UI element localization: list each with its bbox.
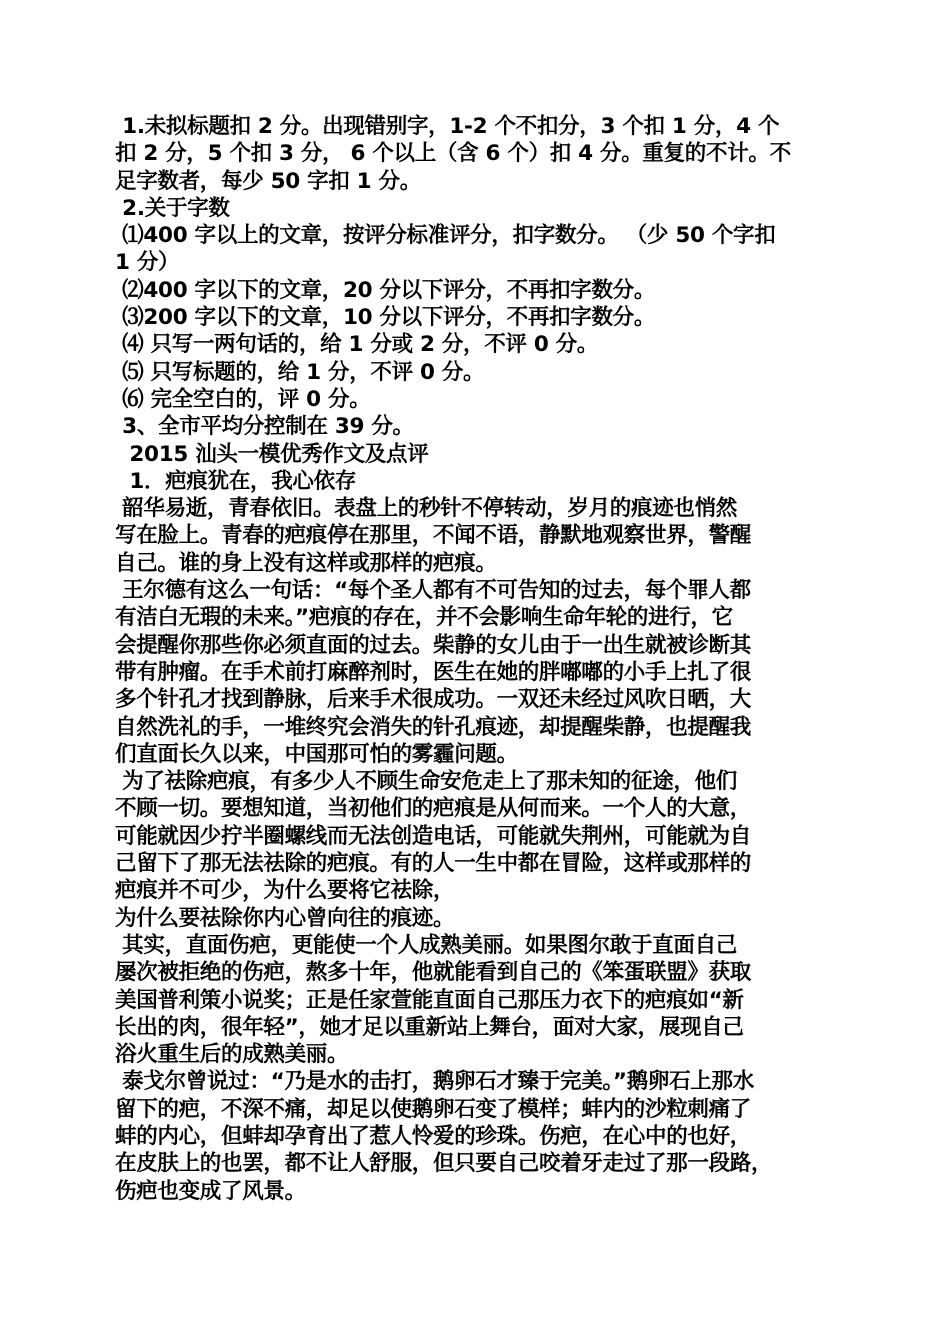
text-line: 长出的肉，很年轻”，她才足以重新站上舞台，面对大家，展现自己	[115, 1014, 744, 1040]
section-heading: 2015 汕头一模优秀作文及点评	[115, 441, 429, 467]
text-line: 足字数者，每少 50 字扣 1 分。	[115, 168, 421, 194]
text-line: 王尔德有这么一句话：“每个圣人都有不可告知的过去，每个罪人都	[115, 578, 751, 604]
text-line: 在皮肤上的也罢，都不让人舒服，但只要自己咬着牙走过了那一段路，	[115, 1151, 773, 1177]
section-heading: 2.关于字数	[115, 195, 230, 221]
text-line: 其实，直面伤疤，更能使一个人成熟美丽。如果图尔敢于直面自己	[115, 932, 737, 958]
text-line: 为了祛除疤痕，有多少人不顾生命安危走上了那未知的征途，他们	[115, 769, 737, 795]
document-body	[115, 113, 850, 1205]
text-line: 蚌的内心，但蚌却孕育出了惹人怜爱的珍珠。伤疤，在心中的也好，	[115, 1123, 752, 1149]
text-line: 多个针孔才找到静脉，后来手术很成功。一双还未经过风吹日晒，大	[115, 687, 752, 713]
text-line: 带有肿瘤。在手术前打麻醉剂时，医生在她的胖嘟嘟的小手上扎了很	[115, 659, 752, 685]
text-line: ⑸ 只写标题的，给 1 分，不评 0 分。	[115, 359, 485, 385]
text-line: 3、全市平均分控制在 39 分。	[115, 414, 414, 440]
text-line: 自己。谁的身上没有这样或那样的疤痕。	[115, 550, 497, 576]
text-line: 己留下了那无法祛除的疤痕。有的人一生中都在冒险，这样或那样的	[115, 851, 752, 877]
text-line: ⑶200 字以下的文章，10 分以下评分，不再扣字数分。	[115, 305, 656, 331]
text-line: 留下的疤，不深不痛，却足以使鹅卵石变了模样；蚌内的沙粒刺痛了	[115, 1096, 752, 1122]
text-line: 美国普利策小说奖；正是任家萱能直面自己那压力衣下的疤痕如“新	[115, 987, 744, 1013]
text-line: 会提醒你那些你必须直面的过去。柴静的女儿由于一出生就被诊断其	[115, 632, 752, 658]
text-line: 1 分）	[115, 250, 180, 276]
text-line: 自然洗礼的手，一堆终究会消失的针孔痕迹，却提醒柴静，也提醒我	[115, 714, 752, 740]
text-line: 们直面长久以来，中国那可怕的雾霾问题。	[115, 741, 518, 767]
text-line: 1.未拟标题扣 2 分。出现错别字，1-2 个不扣分，3 个扣 1 分，4 个	[115, 114, 780, 139]
text-line: ⑷ 只写一两句话的，给 1 分或 2 分，不评 0 分。	[115, 332, 599, 358]
text-line: 屡次被拒绝的伤疤，熬多十年，他就能看到自己的《笨蛋联盟》获取	[115, 960, 752, 986]
text-line: 为什么要祛除你内心曾向往的痕迹。	[115, 905, 455, 931]
text-line: 可能就因少拧半圈螺线而无法创造电话，可能就失荆州，可能就为自	[115, 823, 752, 849]
text-line: 伤疤也变成了风景。	[115, 1178, 306, 1204]
text-line: ⑵400 字以下的文章，20 分以下评分，不再扣字数分。	[115, 277, 656, 303]
text-line: 扣 2 分，5 个扣 3 分， 6 个以上（含 6 个）扣 4 分。重复的不计。不	[115, 141, 791, 167]
text-line: 不顾一切。要想知道，当初他们的疤痕是从何而来。一个人的大意，	[115, 796, 752, 822]
text-line: 有洁白无瑕的未来。”疤痕的存在，并不会影响生命年轮的进行，它	[115, 605, 733, 631]
text-line: 泰戈尔曾说过：“乃是水的击打，鹅卵石才臻于完美。”鹅卵石上那水	[115, 1069, 754, 1095]
text-line: 疤痕并不可少，为什么要将它祛除，	[115, 878, 455, 904]
essay-title: 1．疤痕犹在，我心依存	[115, 468, 357, 494]
text-line: 浴火重生后的成熟美丽。	[115, 1042, 349, 1068]
text-line: 韶华易逝，青春依旧。表盘上的秒针不停转动，岁月的痕迹也悄然	[115, 496, 737, 522]
text-line: ⑹ 完全空白的，评 0 分。	[115, 386, 371, 412]
text-line: ⑴400 字以上的文章，按评分标准评分，扣字数分。 （少 50 个字扣	[115, 223, 776, 249]
text-line: 写在脸上。青春的疤痕停在那里，不闻不语，静默地观察世界，警醒	[115, 523, 752, 549]
